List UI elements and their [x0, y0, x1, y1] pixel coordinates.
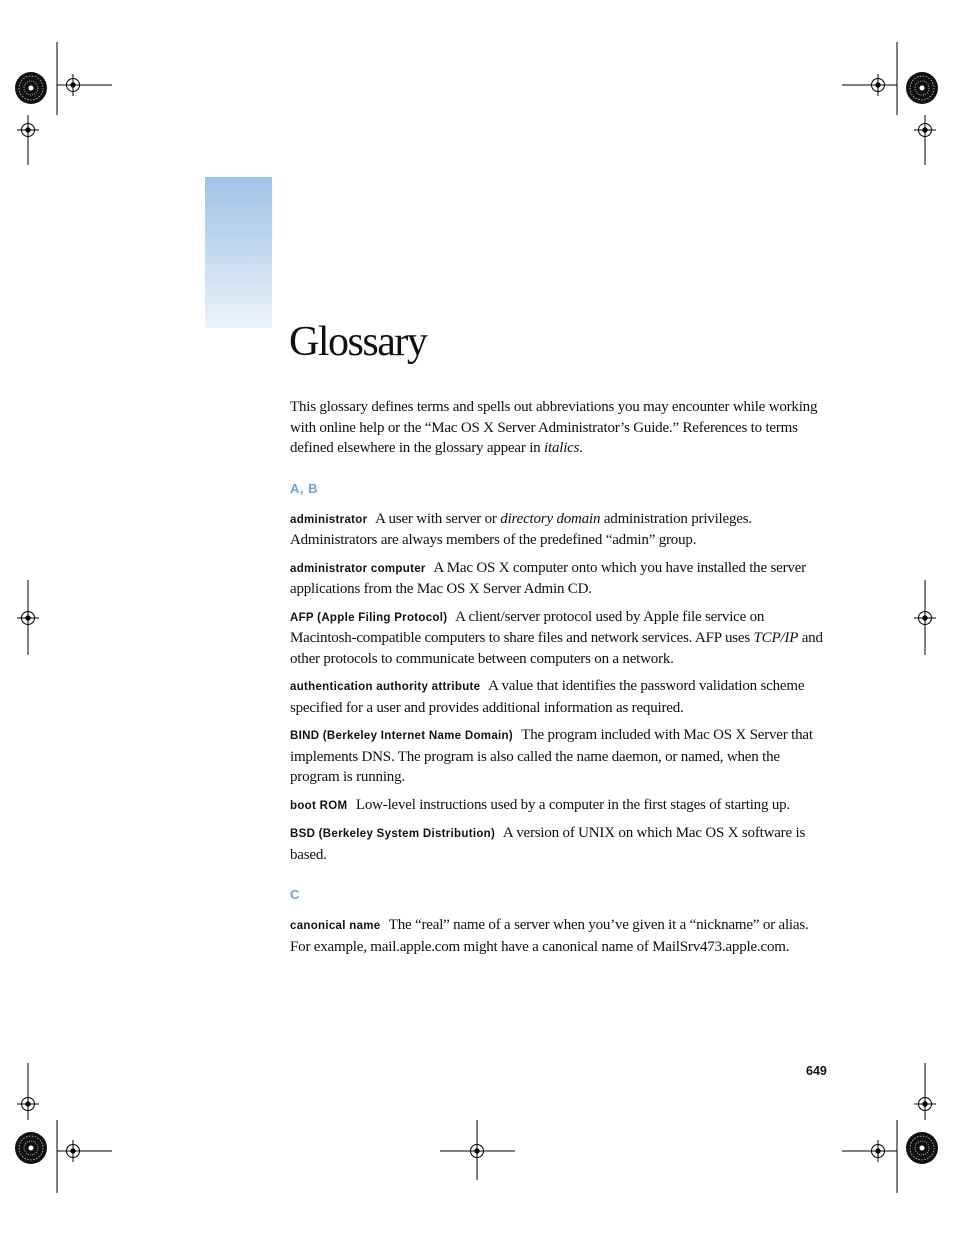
glossary-term: canonical name	[290, 920, 381, 932]
glossary-definition: A Mac OS X computer onto which you have installed the server applications from the Mac OS X Server Admin CD.	[290, 559, 806, 597]
glossary-entry	[290, 823, 830, 865]
glossary-content	[290, 397, 830, 964]
glossary-entry	[290, 915, 830, 957]
glossary-term: BIND (Berkeley Internet Name Domain)	[290, 730, 513, 742]
glossary-term: administrator computer	[290, 562, 426, 575]
glossary-definition: A value that identifies the password validation scheme specified for a user and provides additional information as required.	[290, 678, 805, 716]
glossary-term: AFP (Apple Filing Protocol)	[290, 611, 448, 624]
glossary-definition: The “real” name of a server when you’ve given it a “nickname” or alias. For example, mail.apple.com might have a canonical name of MailSrv473.apple.com.	[290, 917, 809, 955]
glossary-entry	[290, 795, 830, 817]
glossary-definition: A client/server protocol used by Apple file service on Macintosh-compatible computers to share files and network services. AFP uses TCP/IP and other protocols to communicate between computers on a network.	[290, 608, 823, 667]
glossary-term: administrator	[290, 513, 368, 526]
section-heading-c: C	[290, 887, 300, 902]
glossary-entry	[290, 607, 830, 670]
intro-end: .	[579, 440, 583, 456]
glossary-definition: A user with server or directory domain administration privileges. Administrators are always members of the predefined “admin” group.	[290, 510, 752, 548]
chapter-tab	[205, 177, 272, 328]
page-number: 649	[806, 1064, 827, 1078]
glossary-entry	[290, 725, 830, 788]
intro-italic: italics	[544, 440, 580, 456]
glossary-definition: The program included with Mac OS X Server that implements DNS. The program is also called the name daemon, or named, when the program is running.	[290, 727, 813, 785]
glossary-term: BSD (Berkeley System Distribution)	[290, 828, 496, 840]
glossary-definition: A version of UNIX on which Mac OS X software is based.	[290, 825, 806, 863]
glossary-term: authentication authority attribute	[290, 681, 481, 693]
page-title: Glossary	[289, 319, 427, 365]
intro-text: This glossary defines terms and spells out abbreviations you may encounter while working with online help or the “Mac OS X Server Administrator’s Guide.” References to terms defined elsewhere in the glossary appear in	[290, 399, 818, 456]
intro-paragraph	[290, 397, 830, 459]
glossary-entry	[290, 676, 830, 718]
section-heading-a-b: A, B	[290, 480, 318, 496]
glossary-entry	[290, 558, 830, 600]
glossary-definition: Low-level instructions used by a computer in the first stages of starting up.	[355, 796, 790, 813]
glossary-entry	[290, 509, 830, 551]
glossary-term: boot ROM	[290, 799, 348, 812]
